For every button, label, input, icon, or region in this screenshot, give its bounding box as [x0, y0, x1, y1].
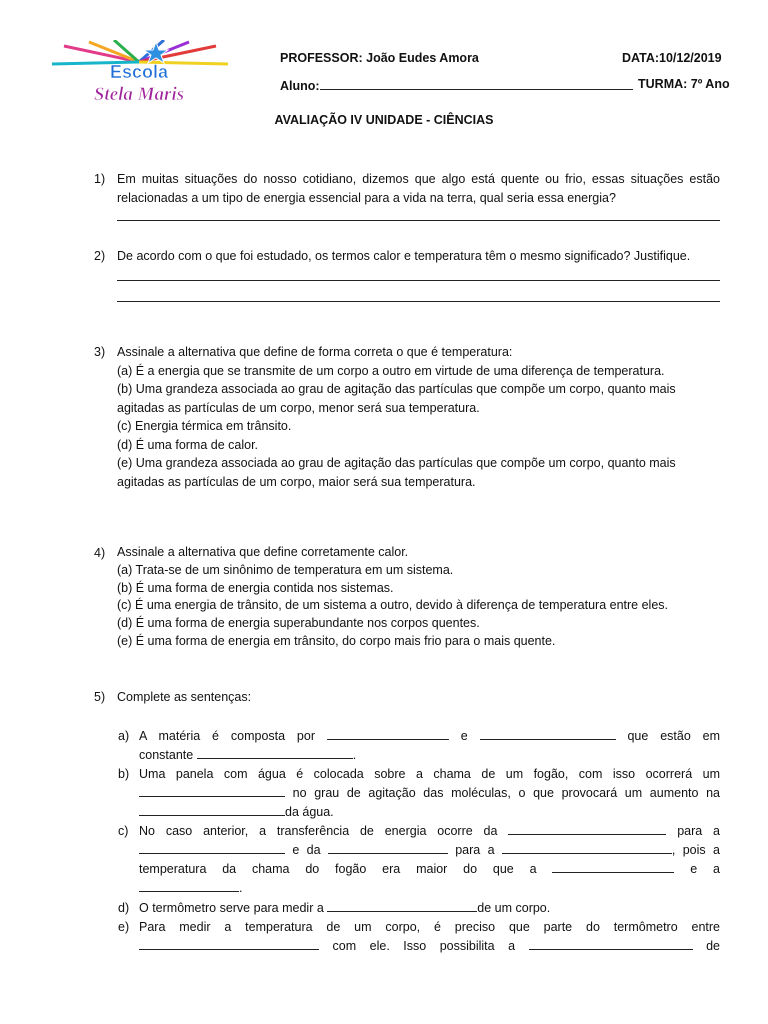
question-2	[94, 247, 720, 302]
sentence-b	[118, 765, 720, 822]
sentence-text: , pois a	[671, 843, 720, 857]
fill-blank[interactable]	[327, 727, 449, 740]
sentence-text: constante	[139, 748, 194, 762]
fill-blank[interactable]	[139, 937, 319, 950]
fill-blank[interactable]	[139, 841, 285, 854]
sentence-text: .	[239, 881, 243, 895]
fill-blank[interactable]	[139, 803, 285, 816]
date-label: DATA:10/12/2019	[622, 51, 722, 65]
fill-blank[interactable]	[502, 841, 672, 854]
option-b[interactable]: (b) Uma grandeza associada ao grau de agitação das partículas que compõe um corpo, quanto mais agitadas as partículas de um corpo, menor será sua temperatura.	[117, 382, 676, 415]
option-e[interactable]: (e) É uma forma de energia em trânsito, do corpo mais frio para o mais quente.	[117, 633, 556, 648]
fill-blank[interactable]	[529, 937, 693, 950]
logo-rays	[52, 40, 228, 64]
question-number: 2)	[94, 249, 106, 263]
answer-line[interactable]	[117, 300, 720, 302]
sentence-text: Uma panela com água é colocada sobre a chama de um fogão, com isso ocorrerá um	[139, 767, 720, 781]
sentence-c	[118, 822, 720, 898]
option-d[interactable]: (d) É uma forma de calor.	[117, 437, 259, 452]
question-number: 1)	[94, 172, 106, 186]
school-logo	[44, 40, 234, 108]
sentence-d	[118, 899, 720, 918]
professor-label: PROFESSOR: João Eudes Amora	[280, 51, 479, 65]
question-5	[94, 688, 720, 707]
option-c[interactable]: (c) É uma energia de trânsito, de um sistema a outro, devido à diferença de temperatura entre eles.	[117, 598, 668, 613]
option-a[interactable]: (a) Trata-se de um sinônimo de temperatura em um sistema.	[117, 562, 454, 577]
logo-text-top: Escola	[109, 62, 169, 82]
sentence-letter: a)	[118, 729, 130, 743]
question-1	[94, 170, 720, 221]
sentence-text: e	[460, 729, 468, 743]
sentence-text: .	[352, 748, 357, 762]
sentence-text: no grau de agitação das moléculas, o que provocará um aumento na	[292, 786, 720, 800]
option-a[interactable]: (a) É a energia que se transmite de um corpo a outro em virtude de uma diferença de temperatura.	[117, 363, 665, 378]
fill-blank[interactable]	[197, 746, 353, 759]
sentence-text: da água.	[285, 805, 334, 819]
logo-text-bottom: Stela Maris	[93, 84, 185, 105]
question-number: 4)	[94, 546, 106, 560]
fill-blank[interactable]	[139, 879, 239, 892]
sentence-text: de um corpo.	[477, 901, 551, 915]
sentence-text: e da	[292, 843, 321, 857]
class-label: TURMA: 7º Ano	[638, 77, 730, 91]
student-label-text: Aluno:	[280, 79, 320, 93]
answer-line[interactable]	[117, 219, 720, 221]
student-name-blank[interactable]	[320, 77, 633, 90]
sentence-a	[118, 727, 720, 765]
sentence-text: O termômetro serve para medir a	[139, 901, 324, 915]
sentence-letter: c)	[118, 824, 129, 838]
sentence-text: que estão em	[627, 729, 720, 743]
option-c[interactable]: (c) Energia térmica em trânsito.	[117, 419, 292, 433]
question-4	[94, 544, 720, 651]
sentence-letter: e)	[118, 920, 130, 934]
question-text: Em muitas situações do nosso cotidiano, dizemos que algo está quente ou frio, essas situações estão relacionadas a um tipo de energia essencial para a vida na terra, qual seria essa energia?	[117, 172, 720, 205]
question-3	[94, 343, 720, 491]
sentence-letter: b)	[118, 767, 130, 781]
fill-blank[interactable]	[508, 822, 666, 835]
sentence-text: temperatura da chama do fogão era maior do que a	[139, 862, 537, 876]
fill-blank[interactable]	[328, 841, 448, 854]
option-b[interactable]: (b) É uma forma de energia contida nos sistemas.	[117, 580, 394, 595]
fill-blank[interactable]	[139, 784, 285, 797]
sentence-e	[118, 918, 720, 956]
fill-blank[interactable]	[480, 727, 616, 740]
sentence-text: para a	[455, 843, 495, 857]
answer-line[interactable]	[117, 279, 720, 281]
option-d[interactable]: (d) É uma forma de energia superabundante nos corpos quentes.	[117, 616, 480, 631]
sentence-text: e a	[690, 862, 720, 876]
sentence-text: A matéria é composta por	[139, 729, 316, 743]
sentence-text: para a	[677, 824, 721, 838]
question-number: 3)	[94, 345, 106, 359]
exam-title: AVALIAÇÃO IV UNIDADE - CIÊNCIAS	[274, 113, 494, 127]
question-stem: Assinale a alternativa que define de forma correta o que é temperatura:	[117, 345, 513, 359]
question-stem: Complete as sentenças:	[117, 690, 252, 704]
sentence-text: de	[706, 939, 720, 953]
sentence-text: Para medir a temperatura de um corpo, é preciso que parte do termômetro entre	[139, 920, 720, 934]
student-label	[280, 77, 633, 93]
sentence-letter: d)	[118, 901, 130, 915]
fill-blank[interactable]	[327, 899, 477, 912]
sentence-text: com ele. Isso possibilita a	[332, 939, 516, 953]
question-number: 5)	[94, 690, 106, 704]
fill-blank[interactable]	[552, 860, 674, 873]
sentence-text: No caso anterior, a transferência de energia ocorre da	[139, 824, 498, 838]
option-e[interactable]: (e) Uma grandeza associada ao grau de agitação das partículas que compõe um corpo, quanto mais agitadas as partículas de um corpo, maior será sua temperatura.	[117, 456, 676, 489]
question-stem: Assinale a alternativa que define corretamente calor.	[117, 545, 409, 559]
question-text: De acordo com o que foi estudado, os termos calor e temperatura têm o mesmo significado? Justifique.	[117, 249, 691, 263]
